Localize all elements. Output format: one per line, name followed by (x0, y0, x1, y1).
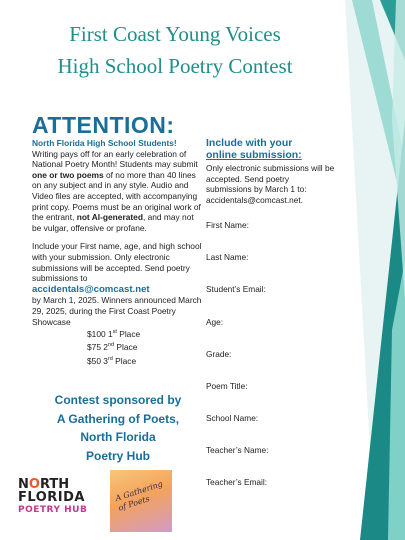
intro-heading: North Florida High School Students! (32, 138, 177, 148)
sponsor-line-1: Contest sponsored by (54, 393, 182, 407)
intro-text-b: of no more than 40 lines on any subject and in any style. Audio and Video files are accepted, with accompanying print copy. Poems must be an original work of the entrant, (32, 169, 201, 223)
gathering-of-poets-logo (110, 470, 172, 532)
intro-text-a: Writing pays off for an early celebration of National Poetry Month! Students may submit (32, 148, 198, 170)
sponsor-line-2: A Gathering of Poets, (56, 411, 180, 426)
prize-list (87, 327, 202, 367)
prize-second: $75 2nd Place (87, 342, 138, 353)
field-school-name: School Name: (206, 413, 259, 423)
submission-instructions (206, 137, 336, 205)
include-heading: Include with your online submission: (206, 137, 302, 161)
field-grade: Grade: (206, 349, 232, 359)
north-florida-poetry-hub-logo: NORTH FLORIDA POETRY HUB (18, 477, 88, 515)
title-line-2: High School Poetry Contest (57, 54, 293, 78)
intro-bold-a: one or two poems (32, 169, 104, 180)
submission-email-link[interactable]: accidentals@comcast.net (32, 283, 150, 295)
page-title (0, 18, 350, 82)
prize-third: $50 3rd Place (87, 355, 137, 366)
intro-text-c: , and may not be vulgar, offensive or profane. (32, 212, 194, 233)
sponsor-block (30, 391, 206, 465)
sponsor-line-3: North Florida (80, 430, 156, 444)
prize-first: $100 1st Place (87, 328, 141, 339)
intro-bold-b: not AI-generated (76, 212, 143, 223)
intro-paragraph (32, 138, 202, 233)
title-line-1: First Coast Young Voices (69, 22, 281, 46)
field-age: Age: (206, 317, 224, 327)
field-teacher-name: Teacher’s Name: (206, 445, 269, 455)
include-text: Only electronic submissions will be accepted. Send poetry submissions by March 1 to: accidentals@comcast.net. (206, 163, 335, 205)
submission-text: Include your First name, age, and high school with your submission. Only electronic submissions will be accepted. Send poetry submissions to (32, 241, 202, 284)
attention-heading: ATTENTION: (32, 112, 175, 138)
field-first-name: First Name: (206, 220, 249, 230)
gathering-of-poets-logo-text: A Gathering of Poets (114, 479, 164, 513)
contest-description (32, 138, 202, 367)
field-last-name: Last Name: (206, 252, 249, 262)
field-student-email: Student’s Email: (206, 284, 266, 294)
field-teacher-email: Teacher’s Email: (206, 477, 268, 487)
deadline-text: by March 1, 2025. Winners announced March 29, 2025, during the First Coast Poetry Showcase (32, 295, 202, 327)
field-poem-title: Poem Title: (206, 381, 248, 391)
submission-paragraph (32, 241, 202, 327)
sponsor-line-4: Poetry Hub (85, 448, 150, 463)
